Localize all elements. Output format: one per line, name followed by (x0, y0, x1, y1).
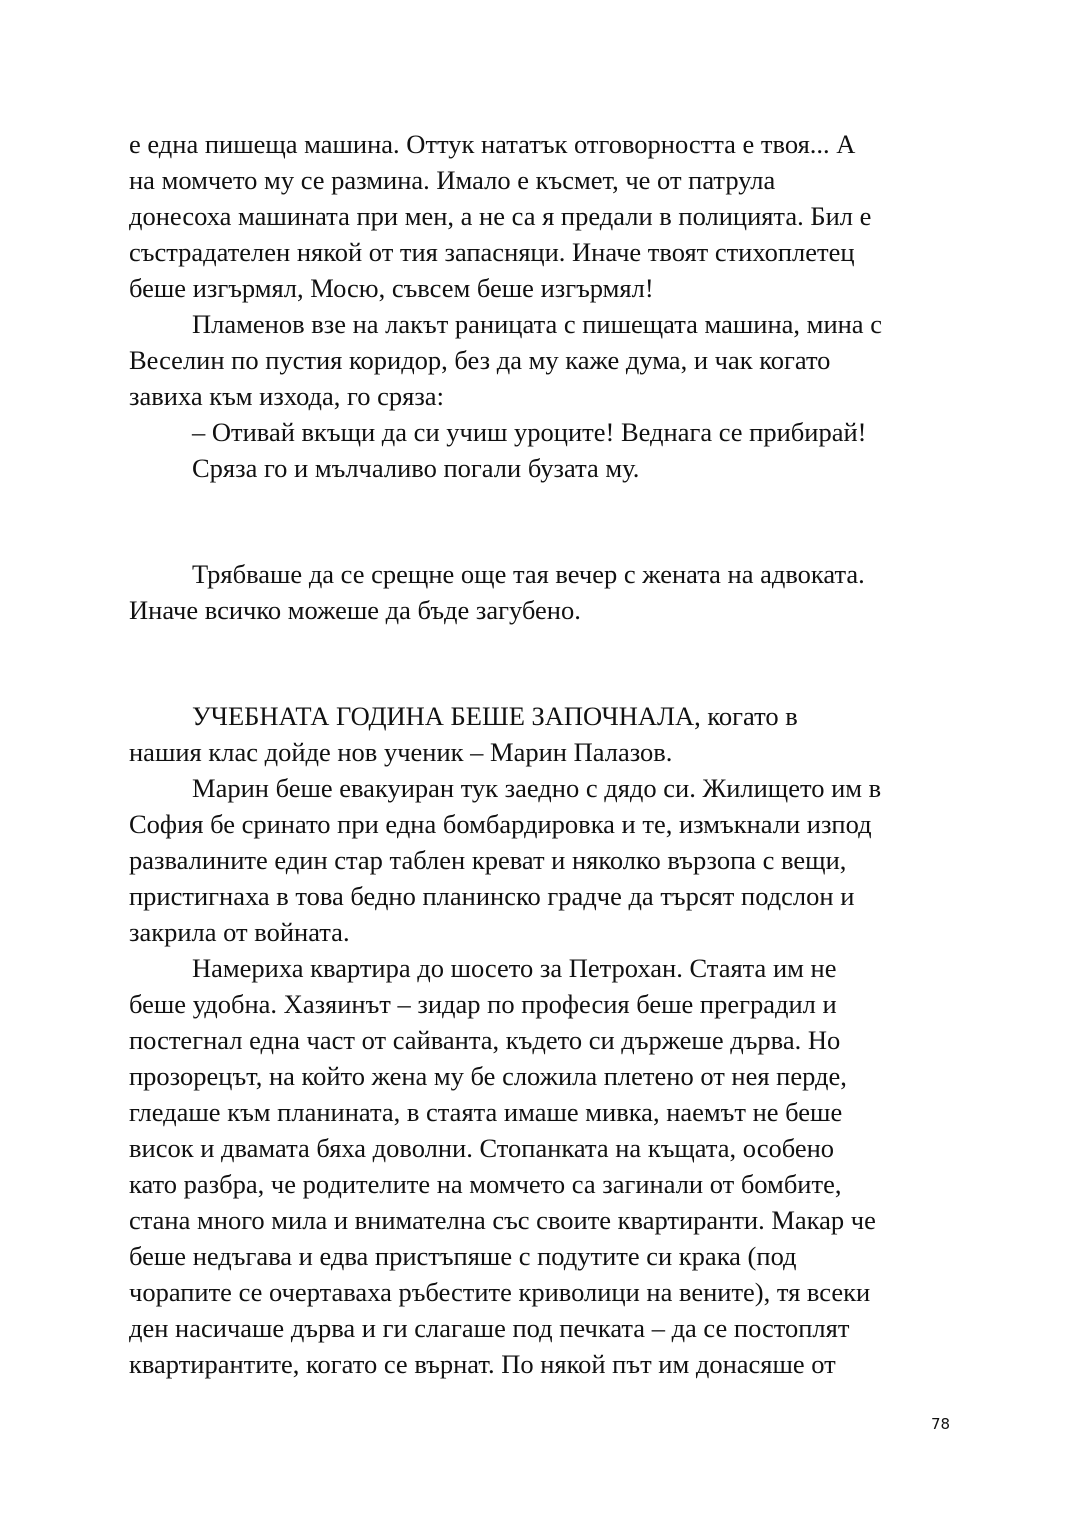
text-line: София бе сринато при една бомбардировка и те, измъкнали изпод (129, 809, 872, 839)
text-line: прозорецът, на който жена му бе сложила плетено от нея перде, (129, 1061, 847, 1091)
text-line: стана много мила и внимателна със своите квартиранти. Макар че (129, 1205, 876, 1235)
paragraph (129, 556, 959, 628)
paragraph (129, 450, 959, 486)
section-gap (129, 628, 959, 698)
text-line: Иначе всичко можеше да бъде загубено. (129, 595, 581, 625)
paragraph (129, 414, 959, 450)
text-line: донесоха машината при мен, а не са я предали в полицията. Бил е (129, 201, 872, 231)
text-line: закрила от войната. (129, 917, 350, 947)
text-line: беше недъгава и едва пристъпяше с подутите си крака (под (129, 1241, 797, 1271)
page-number: 78 (931, 1415, 951, 1433)
body-text (129, 126, 959, 1382)
paragraph (129, 698, 959, 770)
text-line: беше удобна. Хазяинът – зидар по професия беше преградил и (129, 989, 837, 1019)
text-line: Сряза го и мълчаливо погали бузата му. (192, 453, 640, 483)
text-line: Трябваше да се срещне още тая вечер с жената на адвоката. (192, 559, 865, 589)
text-line: гледаше към планината, в стаята имаше мивка, наемът не беше (129, 1097, 843, 1127)
text-line: беше изгърмял, Мосю, съвсем беше изгърмял! (129, 273, 654, 303)
text-line: нашия клас дойде нов ученик – Марин Палазов. (129, 737, 673, 767)
text-line: развалините един стар таблен креват и няколко вързопа с вещи, (129, 845, 847, 875)
text-line: на момчето му се размина. Имало е късмет, че от патрула (129, 165, 776, 195)
section-gap (129, 486, 959, 556)
text-line: е една пишеща машина. Оттук нататък отговорността е твоя... А (129, 129, 856, 159)
text-line: УЧЕБНАТА ГОДИНА БЕШЕ ЗАПОЧНАЛА, когато в (192, 701, 798, 731)
text-line: пристигнаха в това бедно планинско градче да търсят подслон и (129, 881, 855, 911)
text-line: ден насичаше дърва и ги слагаше под печката – да се постоплят (129, 1313, 850, 1343)
paragraph (129, 126, 959, 306)
text-line: състрадателен някой от тия запасняци. Иначе твоят стихоплетец (129, 237, 855, 267)
paragraph (129, 950, 959, 1382)
paragraph (129, 770, 959, 950)
text-line: постегнал една част от сайванта, където си държеше дърва. Но (129, 1025, 841, 1055)
text-line: квартирантите, когато се върнат. По някой път им донасяше от (129, 1349, 836, 1379)
text-line: Намериха квартира до шосето за Петрохан. Стаята им не (192, 953, 837, 983)
paragraph (129, 306, 959, 414)
text-line: чорапите се очертаваха ръбестите криволици на вените), тя всеки (129, 1277, 871, 1307)
text-line: Веселин по пустия коридор, без да му каже дума, и чак когато (129, 345, 831, 375)
text-line: – Отивай вкъщи да си учиш уроците! Веднага се прибирай! (192, 417, 867, 447)
text-line: висок и двамата бяха доволни. Стопанката на къщата, особено (129, 1133, 835, 1163)
text-line: завиха към изхода, го сряза: (129, 381, 444, 411)
text-line: Пламенов взе на лакът раницата с пишещата машина, мина с (192, 309, 882, 339)
text-line: Марин беше евакуиран тук заедно с дядо си. Жилището им в (192, 773, 882, 803)
text-line: като разбра, че родителите на момчето са загинали от бомбите, (129, 1169, 842, 1199)
